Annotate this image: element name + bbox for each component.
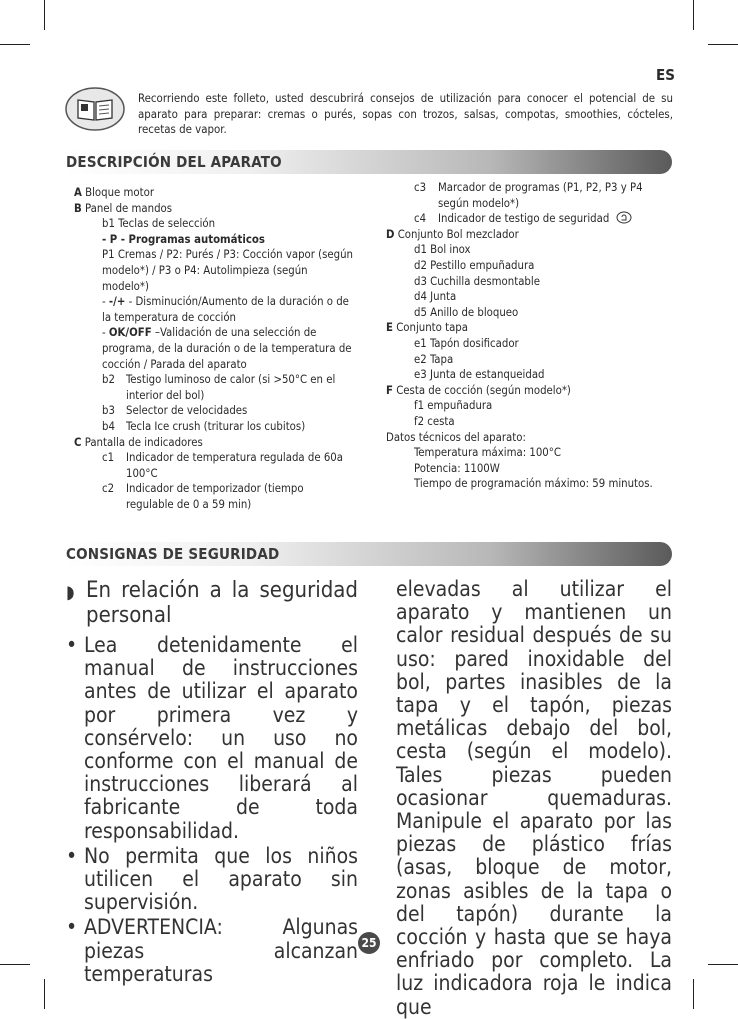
desc-item-e: E Conjunto tapa <box>386 321 468 335</box>
crop-mark <box>708 44 738 45</box>
tech-data-title: Datos técnicos del aparato: <box>386 430 526 444</box>
page-number: 25 <box>358 932 380 954</box>
section-title: DESCRIPCIÓN DEL APARATO <box>66 153 282 171</box>
crop-mark <box>0 964 30 965</box>
desc-item-c3: c3 Marcador de programas (P1, P2, P3 y P4 según modelo*) <box>414 181 643 210</box>
desc-item-d3: d3 Cuchilla desmontable <box>414 274 540 288</box>
desc-item-b2: b2 Testigo luminoso de calor (si >50°C en el interior del bol) <box>102 373 336 402</box>
safety-left-column <box>64 578 358 988</box>
description-left-column <box>64 185 354 512</box>
programs-text: P1 Cremas / P2: Purés / P3: Cocción vapor (según modelo*) / P3 o P4: Autolimpieza (según modelo*) <box>102 248 353 293</box>
plus-minus-text: - -/+ - Disminución/Aumento de la duración o de la temperatura de cocción <box>102 295 349 324</box>
tech-power: Potencia: 1100W <box>414 461 500 475</box>
desc-item-d1: d1 Bol inox <box>414 243 471 257</box>
desc-item-d5: d5 Anillo de bloqueo <box>414 305 519 319</box>
desc-item-e1: e1 Tapón dosificador <box>414 336 519 350</box>
programs-title: - P - Programas automáticos <box>102 232 265 246</box>
desc-item-b1: b1 Teclas de selección <box>102 217 216 231</box>
desc-item-c2: c2 Indicador de temporizador (tiempo regulable de 0 a 59 min) <box>102 482 304 511</box>
desc-item-f2: f2 cesta <box>414 414 455 428</box>
ok-off-text: - OK/OFF –Validación de una selección de programa, de la duración o de la temperatura de cocción / Parada del aparato <box>102 326 352 371</box>
intro-text: Recorriendo este folleto, usted descubrirá consejos de utilización para conocer el potencial de su aparato para preparar: cremas o purés, sopas con trozos, salsas, compotas, smoothies, cócteles, recetas de vapor. <box>138 91 673 136</box>
desc-item-e3: e3 Junta de estanqueidad <box>414 368 545 382</box>
desc-item-d4: d4 Junta <box>414 290 457 304</box>
desc-item-c4: c4 Indicador de testigo de seguridad <box>386 211 676 227</box>
safety-bullet: • No permita que los niños utilicen el aparato sin supervisión. <box>66 843 358 915</box>
desc-item-c: C Pantalla de indicadores <box>74 435 203 449</box>
section-header-safety <box>64 542 672 566</box>
book-icon <box>64 86 126 132</box>
language-label: ES <box>656 66 675 84</box>
triangle-bullet-icon: ◗ <box>66 582 75 603</box>
safety-subheading: ◗ En relación a la seguridad personal <box>66 578 358 628</box>
desc-item-f: F Cesta de cocción (según modelo*) <box>386 383 571 397</box>
tech-temperature: Temperatura máxima: 100°C <box>414 446 561 460</box>
safety-bullet: • Lea detenidamente el manual de instrucciones antes de utilizar el aparato por primera vez y consérvelo: un uso no conforme con el manual de instrucciones liberará al fabricante de toda responsabilidad. <box>66 633 358 843</box>
safety-bullet: • ADVERTENCIA: Algunas piezas alcanzan temperaturas <box>66 915 358 986</box>
desc-item-f1: f1 empuñadura <box>414 399 493 413</box>
crop-mark <box>0 44 30 45</box>
desc-item-a: A Bloque motor <box>74 186 154 199</box>
desc-item-b3: b3 Selector de velocidades <box>102 404 248 418</box>
desc-item-d: D Conjunto Bol mezclador <box>386 227 519 241</box>
tech-time: Tiempo de programación máximo: 59 minutos. <box>414 477 653 491</box>
desc-item-c1: c1 Indicador de temperatura regulada de 60a 100°C <box>102 451 343 480</box>
crop-mark <box>708 964 738 965</box>
desc-item-d2: d2 Pestillo empuñadura <box>414 258 535 272</box>
description-right-column <box>386 180 676 492</box>
desc-item-e2: e2 Tapa <box>414 352 454 366</box>
crop-mark <box>693 0 694 30</box>
desc-item-b4: b4 Tecla Ice crush (triturar los cubitos) <box>102 419 306 433</box>
safety-lock-icon <box>616 211 632 224</box>
section-header-description <box>64 150 672 174</box>
crop-mark <box>693 979 694 1009</box>
crop-mark <box>44 0 45 30</box>
desc-item-b: B Panel de mandos <box>74 201 173 215</box>
crop-mark <box>44 979 45 1009</box>
section-title: CONSIGNAS DE SEGURIDAD <box>66 545 280 563</box>
safety-right-column: elevadas al utilizar el aparato y mantienen un calor residual después de su uso: pared inoxidable del bol, partes inasibles de la tapa y el tapón, piezas metálicas debajo del bol, cesta (según el modelo). Tales piezas pueden ocasionar quemaduras. Manipule el aparato por las piezas de plástico frías (asas, bloque de motor, zonas asibles de la tapa o del tapón) durante la cocción y hasta que se haya enfriado por completo. La luz indicadora roja le indica que <box>396 577 672 1019</box>
